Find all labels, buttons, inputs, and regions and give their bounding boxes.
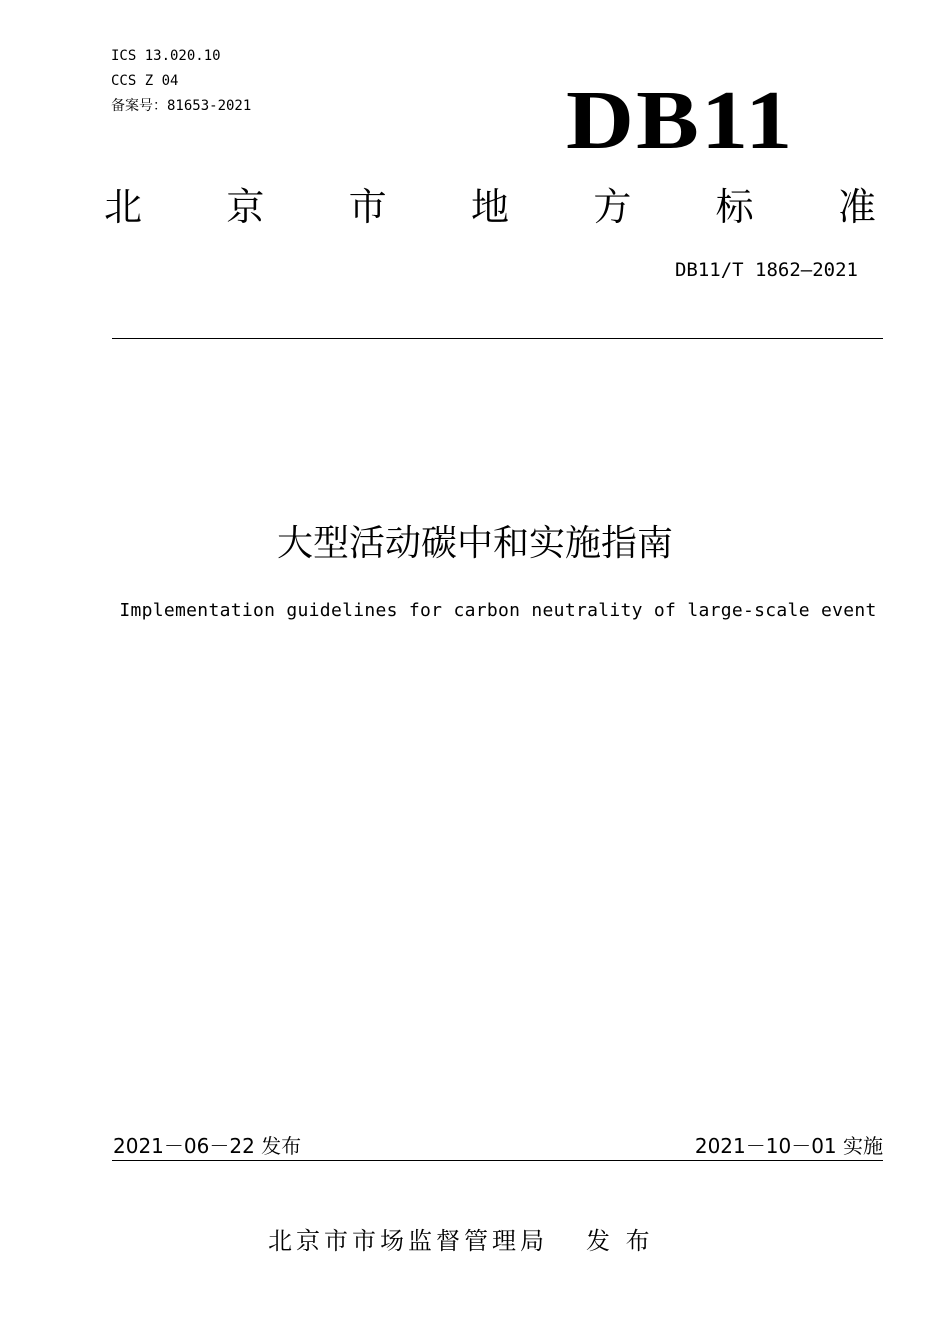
document-title-zh: 大型活动碳中和实施指南	[276, 523, 673, 564]
standard-type-char: 市	[348, 185, 387, 229]
standard-type-char: 方	[593, 185, 632, 229]
ccs-code: CCS Z 04	[111, 73, 179, 89]
standard-type-char: 准	[837, 185, 876, 229]
header-divider	[112, 338, 883, 339]
footer-divider	[112, 1160, 883, 1161]
standard-type-char: 京	[226, 185, 265, 229]
filing-number: 备案号：81653-2021	[111, 98, 252, 114]
publisher-name: 北京市市场监督管理局	[268, 1227, 548, 1255]
db11-logo: DB11	[566, 74, 795, 167]
standard-type-char: 地	[470, 185, 509, 229]
standard-type-char: 标	[715, 185, 754, 229]
issue-date: 2021－06－22 发布	[113, 1134, 302, 1158]
standard-type-heading	[104, 182, 876, 232]
publisher-action: 发 布	[586, 1227, 654, 1255]
ics-code: ICS 13.020.10	[111, 48, 221, 64]
implementation-date: 2021－10－01 实施	[694, 1134, 883, 1158]
standard-number: DB11/T 1862—2021	[674, 259, 858, 281]
standard-type-char: 北	[104, 185, 143, 229]
publisher-line	[268, 1225, 654, 1257]
document-title-en: Implementation guidelines for carbon neutrality of large-scale event	[119, 600, 877, 621]
